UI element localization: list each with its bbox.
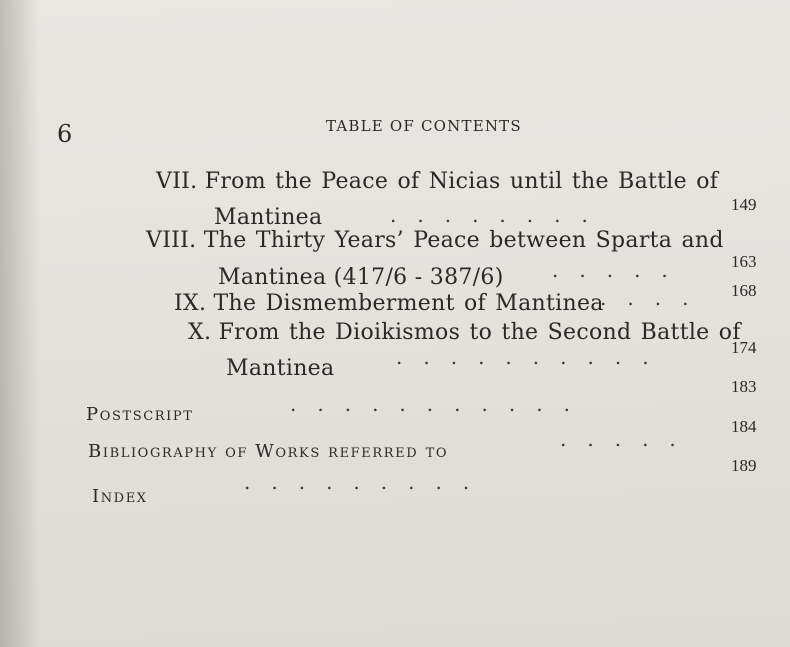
chapter-title-continued: Mantinea (417/6 - 387/6) bbox=[218, 265, 504, 290]
page-reference: 183 bbox=[731, 377, 757, 396]
page-reference: 149 bbox=[731, 195, 757, 214]
dot-leader: ........... bbox=[290, 392, 591, 416]
page-reference: 174 bbox=[731, 338, 757, 357]
chapter-title: The Dismemberment of Mantinea bbox=[213, 291, 604, 316]
chapter-title: The Thirty Years’ Peace between Sparta and bbox=[203, 228, 724, 253]
toc-entry-vii[interactable] bbox=[156, 169, 718, 194]
chapter-numeral: X. bbox=[188, 320, 212, 345]
chapter-title-continued: Mantinea bbox=[214, 205, 323, 230]
dot-leader: ......... bbox=[244, 470, 491, 494]
chapter-numeral: VIII. bbox=[146, 228, 197, 253]
page-reference: 189 bbox=[731, 456, 757, 475]
toc-entry-index[interactable]: Index bbox=[92, 486, 148, 507]
dot-leader: .......... bbox=[396, 345, 670, 369]
toc-entry-x[interactable] bbox=[188, 320, 741, 345]
page-shadow bbox=[0, 0, 40, 647]
chapter-numeral: IX. bbox=[174, 291, 207, 316]
toc-entry-viii-continued bbox=[218, 265, 504, 290]
toc-entry-bibliography[interactable]: Bibliography of Works referred to bbox=[88, 441, 449, 462]
chapter-title-continued: Mantinea bbox=[226, 356, 335, 381]
page-reference: 163 bbox=[731, 252, 757, 271]
chapter-title: From the Peace of Nicias until the Battle of bbox=[204, 169, 719, 194]
running-head: TABLE OF CONTENTS bbox=[326, 117, 522, 135]
toc-entry-ix[interactable] bbox=[174, 291, 604, 316]
page-reference: 168 bbox=[731, 281, 757, 300]
dot-leader: ..... bbox=[560, 427, 697, 451]
dot-leader: ........ bbox=[390, 203, 609, 227]
page-number: 6 bbox=[57, 120, 73, 148]
toc-entry-viii[interactable] bbox=[146, 228, 724, 253]
dot-leader: ..... bbox=[552, 258, 689, 282]
chapter-numeral: VII. bbox=[156, 169, 198, 194]
toc-entry-postscript[interactable]: Postscript bbox=[86, 404, 194, 425]
dot-leader: .... bbox=[600, 286, 710, 310]
page-reference: 184 bbox=[731, 417, 757, 436]
toc-entry-x-continued bbox=[226, 356, 334, 381]
toc-entry-vii-continued bbox=[214, 205, 322, 230]
chapter-title: From the Dioikismos to the Second Battle of bbox=[218, 320, 741, 345]
